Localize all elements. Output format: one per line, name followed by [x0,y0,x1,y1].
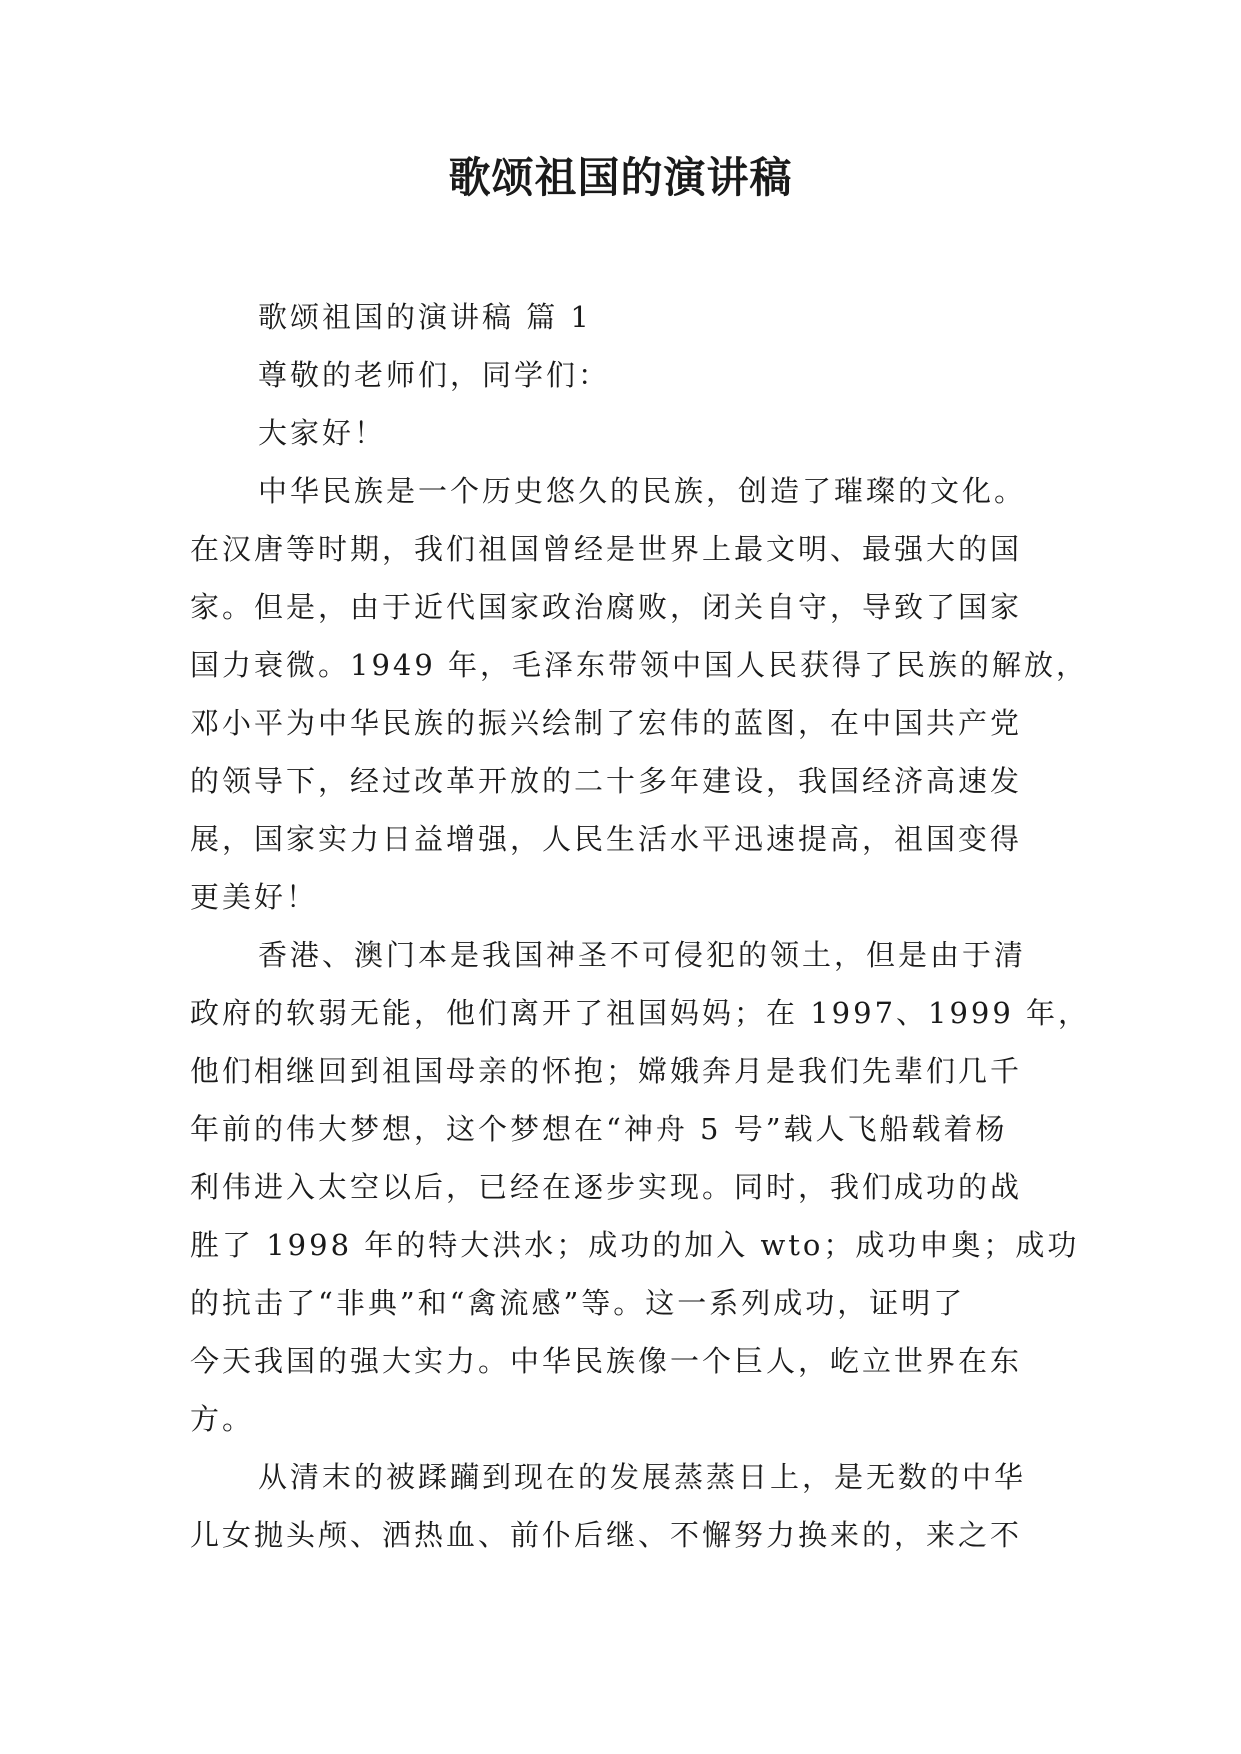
paragraph-line: 的领导下，经过改革开放的二十多年建设，我国经济高速发 [190,764,1023,798]
paragraph-line: 香港、澳门本是我国神圣不可侵犯的领土，但是由于清 [258,938,1027,972]
paragraph-line: 儿女抛头颅、洒热血、前仆后继、不懈努力换来的，来之不 [190,1518,1023,1552]
paragraph-line: 家。但是，由于近代国家政治腐败，闭关自守，导致了国家 [190,590,1023,624]
paragraph-line: 国力衰微。1949 年，毛泽东带领中国人民获得了民族的解放， [190,648,1089,682]
paragraph-line: 年前的伟大梦想，这个梦想在“神舟 5 号”载人飞船载着杨 [190,1112,1008,1146]
paragraph-line: 的抗击了“非典”和“禽流感”等。这一系列成功，证明了 [190,1286,966,1320]
paragraph-3 [190,1448,1090,1564]
greeting [190,404,1090,462]
salutation-text: 尊敬的老师们，同学们： [258,358,611,392]
document-title: 歌颂祖国的演讲稿 [448,153,793,202]
paragraph-line: 更美好！ [190,880,319,914]
section-heading-text: 歌颂祖国的演讲稿 篇 1 [258,300,592,334]
paragraph-line: 从清末的被蹂躏到现在的发展蒸蒸日上，是无数的中华 [258,1460,1027,1494]
paragraph-line: 邓小平为中华民族的振兴绘制了宏伟的蓝图，在中国共产党 [190,706,1023,740]
paragraph-line: 胜了 1998 年的特大洪水；成功的加入 wto；成功申奥；成功 [190,1228,1080,1262]
paragraph-line: 中华民族是一个历史悠久的民族，创造了璀璨的文化。 [258,474,1027,508]
greeting-text: 大家好！ [258,416,387,450]
salutation [190,346,1090,404]
paragraph-line: 展，国家实力日益增强，人民生活水平迅速提高，祖国变得 [190,822,1023,856]
paragraph-line: 在汉唐等时期，我们祖国曾经是世界上最文明、最强大的国 [190,532,1023,566]
paragraph-1 [190,462,1090,926]
document-body [190,288,1090,1564]
paragraph-line: 利伟进入太空以后，已经在逐步实现。同时，我们成功的战 [190,1170,1023,1204]
section-heading [190,288,1090,346]
paragraph-line: 政府的软弱无能，他们离开了祖国妈妈；在 1997、1999 年， [190,996,1091,1030]
paragraph-line: 今天我国的强大实力。中华民族像一个巨人，屹立世界在东 [190,1344,1023,1378]
paragraph-line: 他们相继回到祖国母亲的怀抱；嫦娥奔月是我们先辈们几千 [190,1054,1023,1088]
paragraph-line: 方。 [190,1402,255,1436]
paragraph-2 [190,926,1090,1448]
